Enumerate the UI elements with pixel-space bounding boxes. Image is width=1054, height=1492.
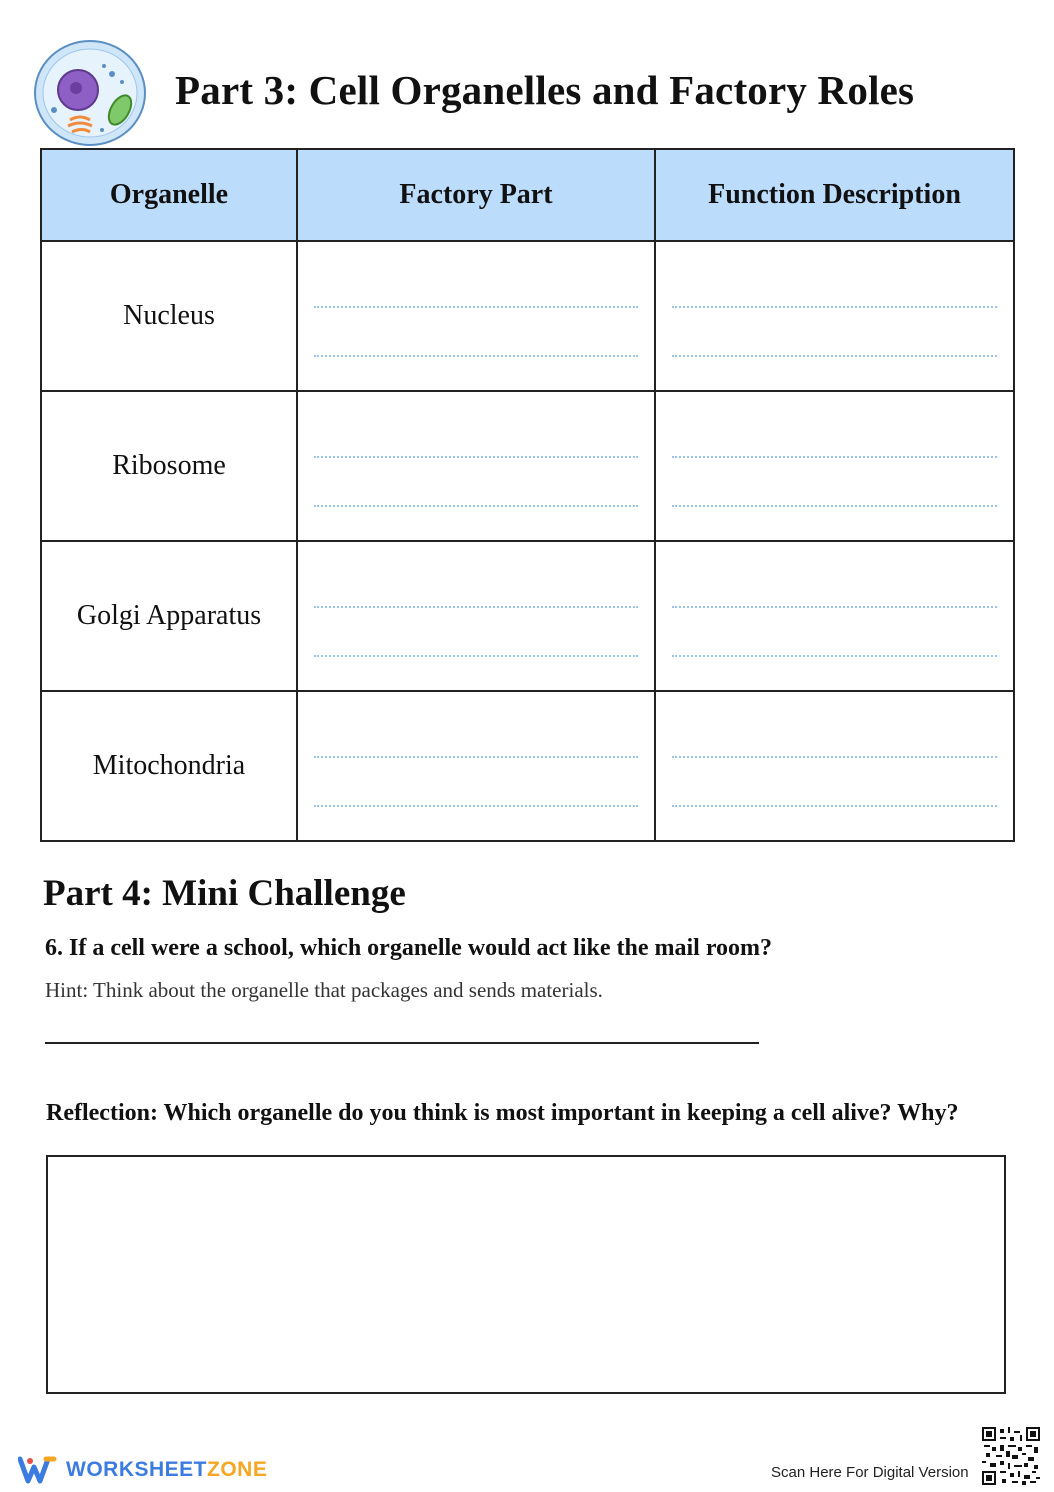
- hint-text: Hint: Think about the organelle that packages and sends materials.: [45, 978, 603, 1002]
- reflection-answer-box[interactable]: [46, 1155, 1006, 1394]
- column-header-factory-part: Factory Part: [297, 149, 655, 241]
- column-header-organelle: Organelle: [41, 149, 297, 241]
- brand-logo: [18, 1452, 267, 1488]
- organelle-name: Mitochondria: [41, 691, 297, 841]
- question-6: 6. If a cell were a school, which organelle would act like the mail room?: [45, 935, 773, 961]
- brand-name-second: ZONE: [207, 1458, 268, 1481]
- reflection-question: Reflection: Which organelle do you think is most important in keeping a cell alive? Why?: [46, 1100, 959, 1126]
- scan-caption: Scan Here For Digital Version: [771, 1464, 969, 1481]
- organelle-name: Nucleus: [41, 241, 297, 391]
- table-row: [41, 241, 1014, 391]
- brand-name: [66, 1458, 267, 1482]
- page-title: Part 3: Cell Organelles and Factory Roles: [175, 67, 915, 113]
- factory-part-answer-field[interactable]: [297, 691, 655, 841]
- worksheetzone-logo-icon: [18, 1455, 58, 1485]
- qr-code-icon[interactable]: [982, 1427, 1040, 1485]
- factory-part-answer-field[interactable]: [297, 391, 655, 541]
- brand-name-first: WORKSHEET: [66, 1458, 207, 1481]
- table-row: [41, 691, 1014, 841]
- function-description-answer-field[interactable]: [655, 541, 1014, 691]
- function-description-answer-field[interactable]: [655, 691, 1014, 841]
- column-header-function-description: Function Description: [655, 149, 1014, 241]
- table-row: [41, 541, 1014, 691]
- factory-part-answer-field[interactable]: [297, 541, 655, 691]
- cell-diagram-icon: [32, 38, 148, 148]
- section-title-part4: Part 4: Mini Challenge: [43, 873, 406, 914]
- function-description-answer-field[interactable]: [655, 391, 1014, 541]
- organelle-table: [40, 148, 1015, 842]
- organelle-name: Ribosome: [41, 391, 297, 541]
- answer-line-field[interactable]: [45, 1042, 759, 1044]
- table-row: [41, 391, 1014, 541]
- organelle-name: Golgi Apparatus: [41, 541, 297, 691]
- factory-part-answer-field[interactable]: [297, 241, 655, 391]
- table-header-row: [41, 149, 1014, 241]
- function-description-answer-field[interactable]: [655, 241, 1014, 391]
